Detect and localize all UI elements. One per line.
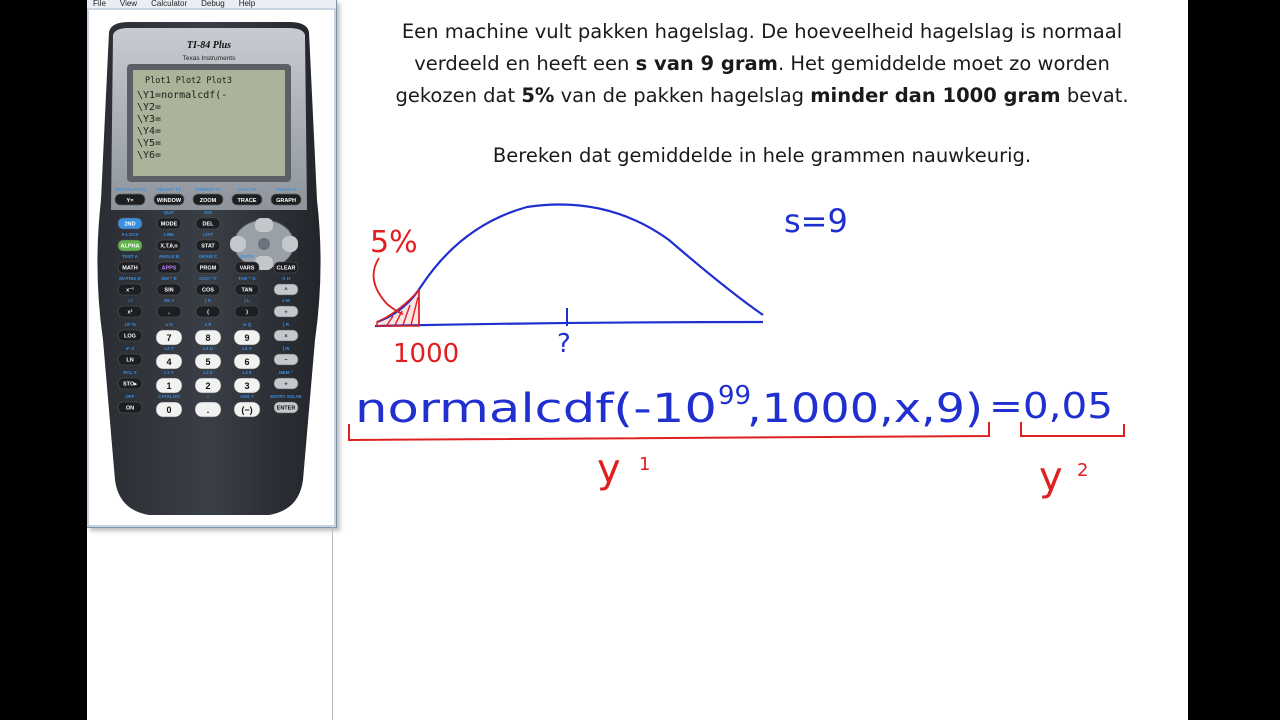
label-mem: MEM " [279, 370, 293, 375]
key-k1-label: 1 [166, 381, 172, 391]
hw-y2-sub: 2 [1077, 460, 1089, 481]
label-l5: L5 U [203, 346, 213, 351]
menu-debug[interactable]: Debug [201, 0, 225, 8]
problem-line-3c: van de pakken hagelslag [554, 84, 811, 107]
label-rbrack: ] W [282, 346, 290, 351]
key-stat-label: STAT [201, 243, 215, 250]
curve-axis [375, 322, 763, 326]
hw-y1-sub: 1 [639, 454, 651, 475]
key-ln-label: LN [126, 357, 134, 364]
key-trace-label: TRACE [237, 198, 257, 204]
label-list: LIST [203, 232, 213, 237]
label-pi: π H [282, 276, 290, 281]
question-text: Bereken dat gemiddelde in hele grammen nauwkeurig. [492, 144, 1032, 167]
label-tenx: 10ˣ N [124, 322, 136, 327]
label-catalog: CATALOG [158, 394, 180, 399]
key-xt-label: X,T,θ,n [160, 243, 178, 250]
key-y-equals-label: Y= [126, 198, 134, 204]
hw-y2: y [1039, 454, 1063, 500]
label-ee: EE J [164, 298, 174, 303]
key-mul-label: × [284, 333, 288, 340]
hw-percent: 5% [370, 225, 418, 260]
handwriting-layer [87, 0, 1188, 720]
normal-curve [377, 204, 763, 322]
label-l3: L3 θ [242, 370, 252, 375]
label-entry: ENTRY SOLVE [270, 394, 302, 399]
key-k6-label: 6 [244, 357, 250, 367]
key-enter-label: ENTER [276, 405, 296, 412]
key-div-label: ÷ [284, 309, 288, 316]
key-second-label: 2ND [124, 221, 136, 228]
label-l2: L2 Z [203, 370, 213, 375]
problem-line-3a: gekozen dat [395, 84, 522, 107]
key-graph-label: GRAPH [276, 198, 296, 204]
problem-bold-s: s van 9 gram [635, 52, 778, 75]
label-l4: L4 T [164, 346, 174, 351]
label-rcl: RCL X [123, 370, 137, 375]
key-sto-label: STO▸ [123, 381, 137, 388]
key-sin-label: SIN [164, 287, 174, 294]
problem-line-3e: bevat. [1060, 84, 1129, 107]
key-comma-label: , [168, 309, 170, 316]
screen-line-y3: \Y3= [137, 114, 162, 125]
label-rbrace: } L [244, 298, 250, 303]
key-prgm-label: PRGM [199, 265, 217, 272]
screen-line-y2: \Y2= [137, 102, 162, 113]
hw-s-value: s=9 [784, 202, 848, 240]
label-angle: ANGLE B [158, 254, 180, 259]
label-sin1: SIN⁻¹ E [161, 276, 177, 281]
key-mode-label: MODE [160, 221, 178, 228]
key-add-label: + [284, 381, 288, 388]
brand-name: Texas Instruments [182, 55, 236, 62]
menu-view[interactable]: View [119, 0, 138, 8]
label-v: v P [204, 322, 212, 327]
percent-pointer [374, 258, 403, 314]
menu-file[interactable]: File [93, 0, 106, 8]
label-off: OFF [125, 394, 135, 399]
key-vars-label: VARS [239, 265, 255, 272]
problem-line-1: Een machine vult pakken hagelslag. De hoeveelheid hagelslag is normaal [401, 20, 1123, 43]
label-table: TABLE F5 [275, 187, 297, 192]
key-k7-label: 7 [166, 333, 172, 343]
key-neg-label: (−) [241, 405, 253, 415]
key-on-label: ON [125, 405, 135, 412]
key-del-label: DEL [202, 221, 214, 228]
key-rpar-label: ) [246, 309, 248, 316]
label-i: i [207, 394, 209, 399]
label-draw: DRAW C [198, 254, 218, 259]
problem-line-2a: verdeeld en heeft een [414, 52, 636, 75]
key-alpha-label: ALPHA [120, 243, 140, 250]
key-k0-label: 0 [166, 405, 172, 415]
key-dot-label: . [206, 405, 210, 415]
label-distr: DISTR [240, 254, 254, 259]
problem-bold-limit: minder dan 1000 gram [810, 84, 1061, 107]
label-alock: A-LOCK [121, 232, 139, 237]
screen-plots: Plot1 Plot2 Plot3 [145, 76, 232, 86]
label-e: e M [282, 298, 290, 303]
label-sqrt: √ I [127, 298, 133, 303]
label-ans: ANS ? [240, 394, 254, 399]
label-matrix: MATRIX D [119, 276, 141, 281]
menu-calculator[interactable]: Calculator [151, 0, 188, 8]
problem-line-2c: . Het gemiddelde moet zo worden [777, 52, 1110, 75]
hw-y1: y [597, 446, 621, 492]
whiteboard-canvas [87, 0, 1188, 720]
label-ex: eˣ S [125, 346, 135, 351]
label-cos1: COS⁻¹ F [199, 276, 217, 281]
key-k4-label: 4 [166, 357, 172, 367]
key-k8-label: 8 [205, 333, 211, 343]
label-link: LINK [163, 232, 175, 237]
label-u: u O [165, 322, 173, 327]
label-ins: INS [204, 210, 212, 215]
problem-bold-percent: 5% [521, 84, 555, 107]
key-sq-label: x² [127, 309, 133, 316]
key-sub-label: − [284, 357, 288, 364]
key-window-label: WINDOW [156, 198, 182, 204]
key-math-label: MATH [122, 265, 138, 272]
key-k5-label: 5 [205, 357, 211, 367]
hw-equals-value: =0,05 [989, 386, 1113, 427]
label-tan1: TAN⁻¹ G [238, 276, 256, 281]
key-cos-label: COS [202, 287, 214, 294]
key-clear-label: CLEAR [276, 265, 296, 272]
key-tan-label: TAN [241, 287, 253, 294]
screen-line-y4: \Y4= [137, 126, 162, 137]
label-tblset: TBLSET F2 [156, 187, 182, 192]
shaded-tail [377, 290, 419, 326]
hw-formula-exponent: 99 [718, 381, 752, 411]
menu-help[interactable]: Help [238, 0, 256, 8]
hw-thousand: 1000 [393, 339, 460, 369]
key-lpar-label: ( [207, 309, 209, 316]
label-quit: QUIT [163, 210, 175, 215]
key-apps-label: APPS [161, 265, 177, 272]
screen-line-y6: \Y6= [137, 150, 162, 161]
hw-formula-main: normalcdf(-10 [355, 386, 717, 432]
label-l6: L6 V [242, 346, 252, 351]
key-k2-label: 2 [205, 381, 211, 391]
key-pow-label: ^ [284, 287, 288, 294]
label-l1: L1 Y [164, 370, 174, 375]
key-inv-label: x⁻¹ [126, 287, 134, 294]
key-zoom-label: ZOOM [199, 198, 217, 204]
hw-formula-rest: ,1000,x,9) [747, 386, 983, 432]
key-k9-label: 9 [244, 333, 250, 343]
label-w: w Q [242, 322, 252, 327]
label-statplot: STAT PLOT F1 [114, 187, 146, 192]
key-log-label: LOG [124, 333, 136, 340]
screen-line-y5: \Y5= [137, 138, 162, 149]
label-test: TEST A [122, 254, 138, 259]
label-lbrace: { K [204, 298, 212, 303]
hw-question-mark: ? [557, 329, 571, 359]
label-lbrack: [ R [283, 322, 289, 327]
key-k3-label: 3 [244, 381, 250, 391]
label-calc: CALC F4 [237, 187, 257, 192]
screen-line-y1: \Y1=normalcdf(- [137, 90, 228, 101]
model-name: TI-84 Plus [186, 40, 232, 51]
label-format: FORMAT F3 [195, 187, 221, 192]
